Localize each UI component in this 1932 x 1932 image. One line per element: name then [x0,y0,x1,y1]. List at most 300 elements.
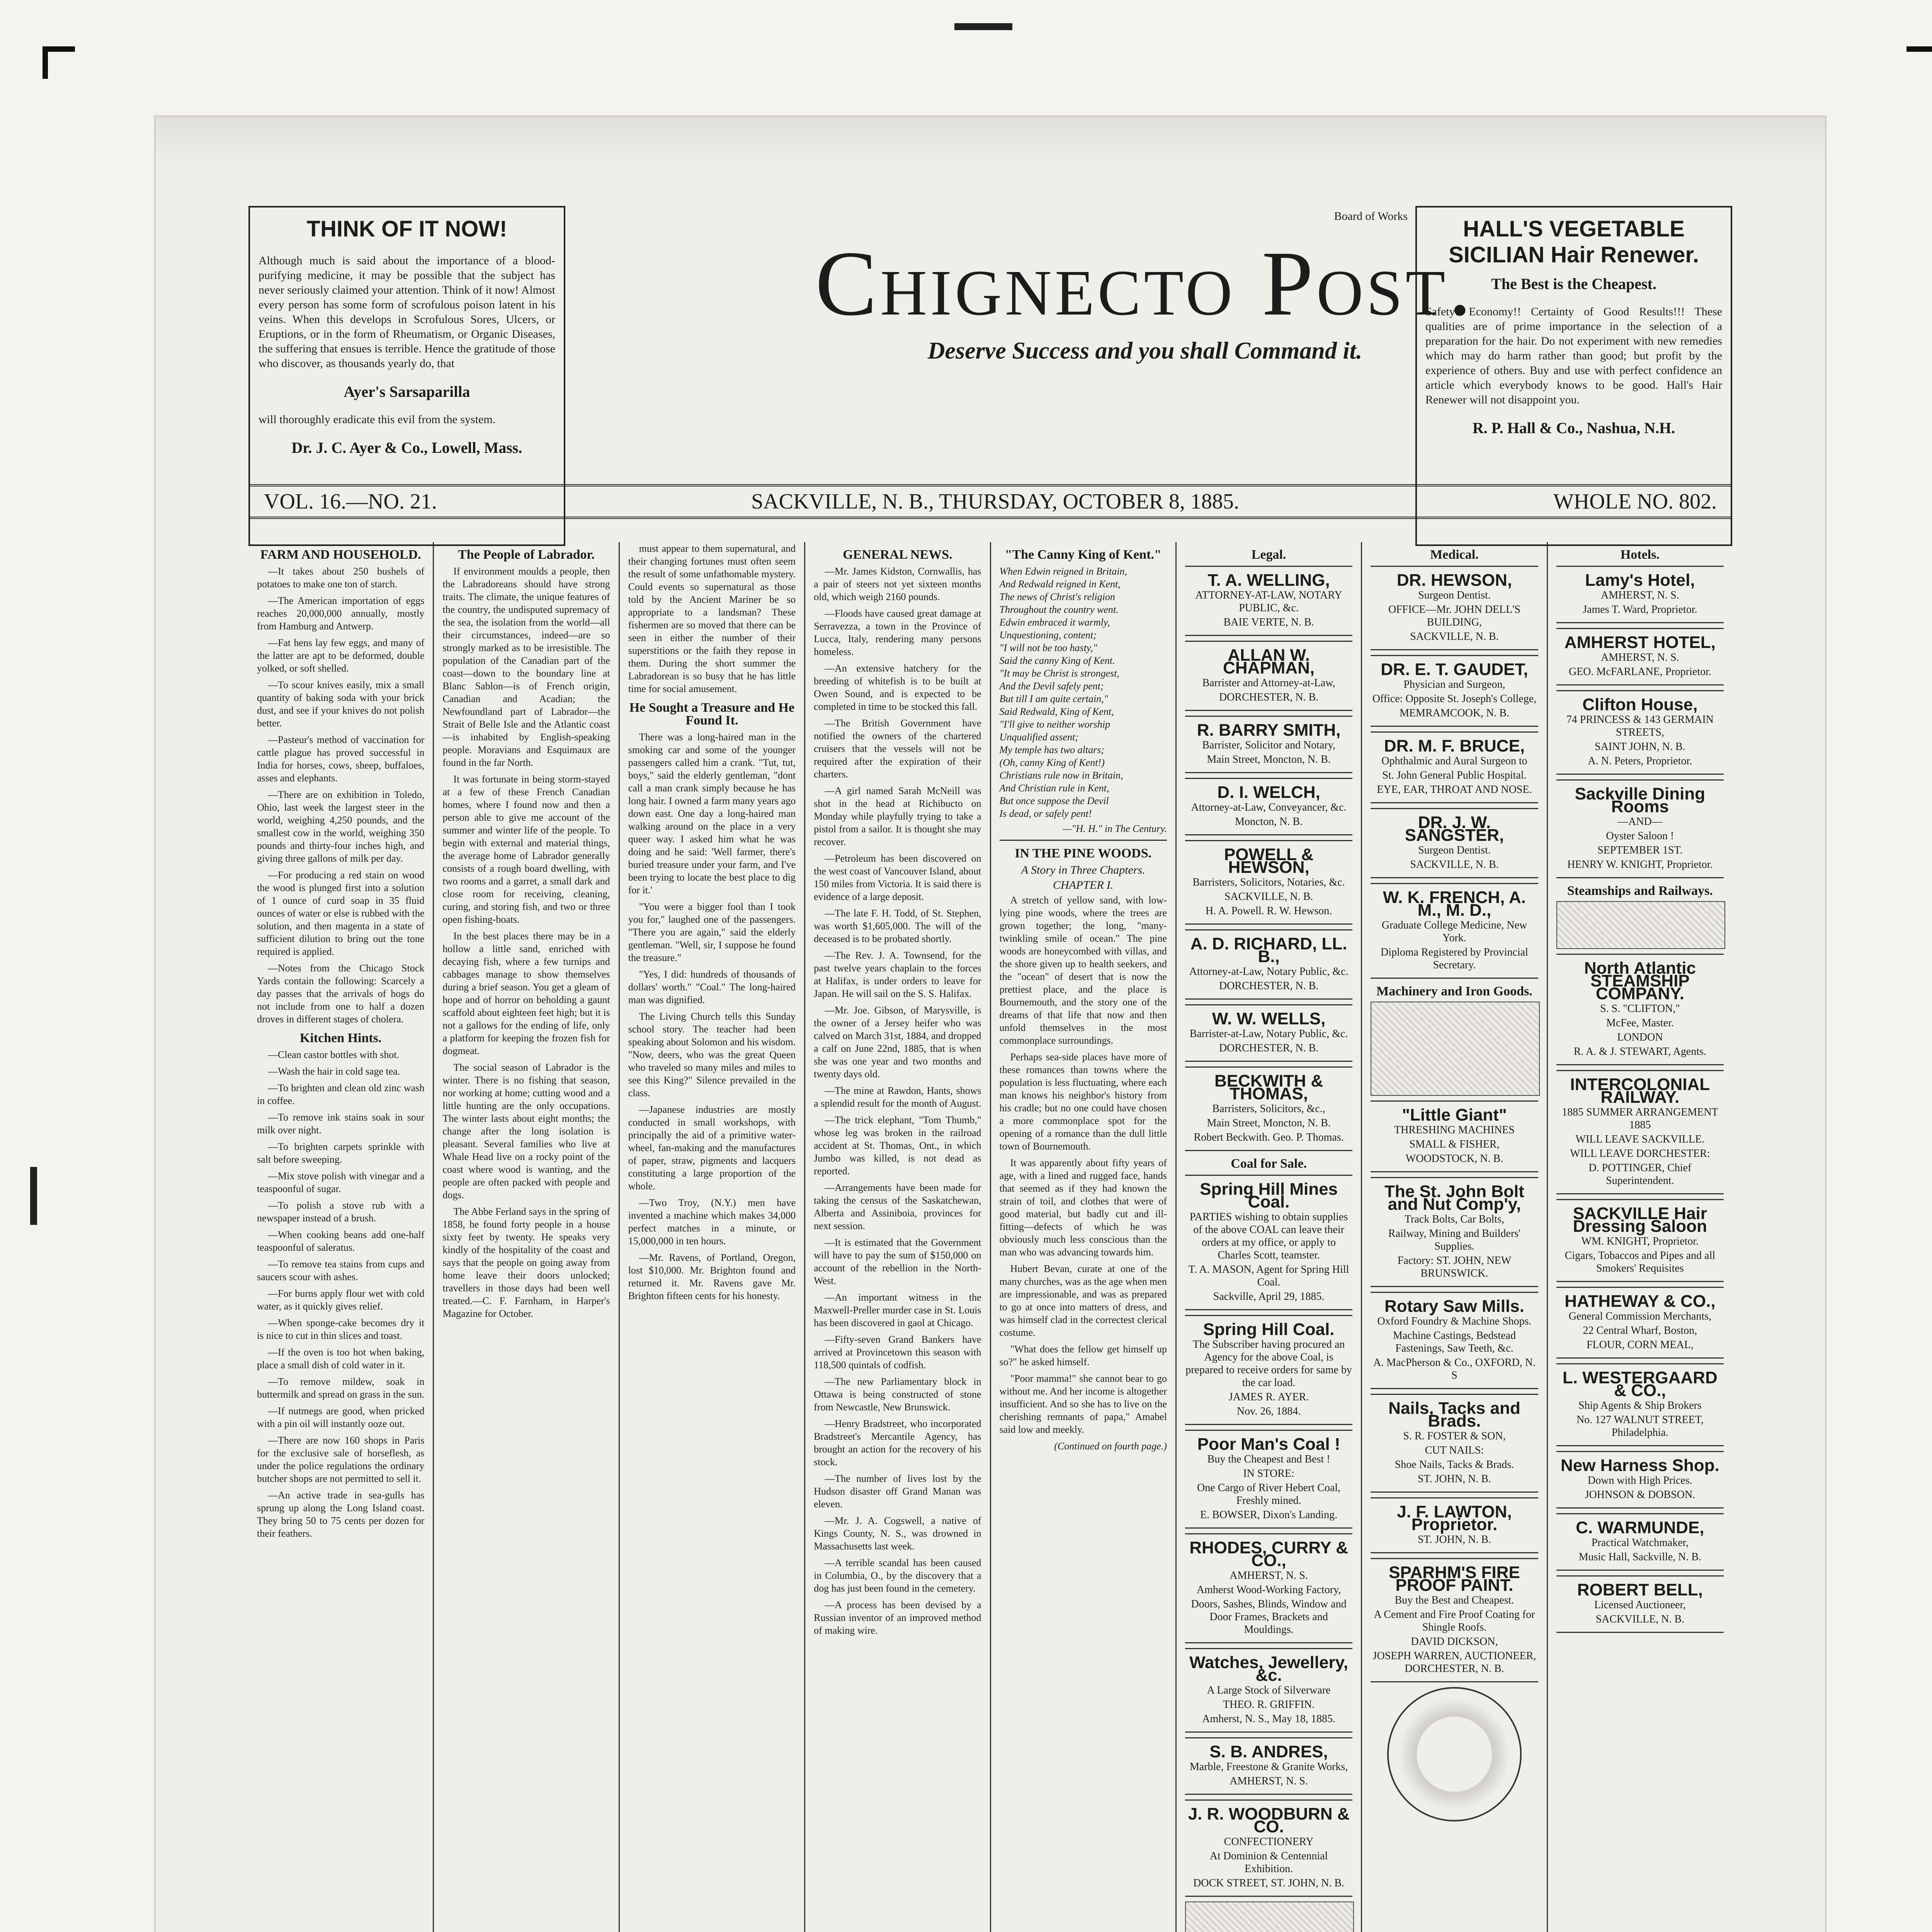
poem-line: When Edwin reigned in Britain, [999,566,1127,577]
ad-title: C. WARMUNDE, [1576,1518,1704,1537]
advertisement [1371,883,1538,979]
legal-ads [1185,566,1352,1151]
advertisement [1371,1177,1538,1287]
advertisement [1556,690,1724,775]
ad-line: A. MacPherson & Co., OXFORD, N. S [1373,1357,1536,1381]
article-farm-notes [257,565,424,1026]
ad-line: Barrister-at-Law, Notary Public, &c. [1189,1028,1348,1040]
ad-title: SPARHM'S FIRE PROOF PAINT. [1389,1563,1520,1595]
ad-title: DR. E. T. GAUDET, [1381,660,1528,679]
ad-line: IN STORE: [1243,1468,1294,1480]
ad-line: Surgeon Dentist. [1418,589,1491,601]
ad-line: Surgeon Dentist. [1418,844,1491,856]
ad-line: Main Street, Moncton, N. B. [1207,1117,1331,1129]
ad-line: One Cargo of River Hebert Coal, Freshly mined. [1197,1482,1341,1507]
advertisement [1185,1004,1352,1062]
story-body [1000,894,1167,1436]
article-headline: He Sought a Treasure and He Found It. [629,701,795,728]
column-miscellany [620,542,805,1932]
ad-line: T. A. MASON, Agent for Spring Hill Coal. [1188,1264,1349,1288]
ad-title: Rotary Saw Mills. [1384,1297,1524,1316]
advertisement [1556,954,1724,1065]
right-ear-subtitle: The Best is the Cheapest. [1491,275,1656,293]
section-heading: Machinery and Iron Goods. [1376,984,1532,998]
paragraph: —Two Troy, (N.Y.) men have invented a machine which makes 34,000 perfect matches in a minute, or 15,000,000 in ten hours. [628,1197,796,1247]
ad-line: OFFICE—Mr. JOHN DELL'S BUILDING, [1388,604,1520,628]
column-general-news [805,542,991,1932]
left-ear-title: THINK OF IT NOW! [306,216,507,242]
column-farm-household [248,542,434,1932]
columns [248,542,1732,1932]
ad-line: SAINT JOHN, N. B. [1595,741,1685,753]
paragraph: —Notes from the Chicago Stock Yards contain the following: Scarcely a day passes that the arrivals of hogs do not include from one to half a dozen droves in different stages of cholera. [257,963,425,1025]
ad-line: THRESHING MACHINES [1394,1124,1515,1136]
ad-title: Lamy's Hotel, [1585,571,1695,590]
ad-title: DR. M. F. BRUCE, [1384,736,1525,755]
ad-line: Amherst Wood-Working Factory, [1196,1584,1341,1596]
ad-line: SACKVILLE, N. B. [1595,1613,1685,1625]
section-heading: Hotels. [1620,548,1660,562]
article-kitchen-hints [257,1048,424,1540]
ad-title: "Little Giant" [1402,1105,1507,1124]
paragraph: —Henry Bradstreet, who incorporated Bradstreet's Mercantile Agency, has brought an action for the recovery of his stock. [814,1418,981,1468]
advertisement [1556,1451,1724,1509]
ad-line: ST. JOHN, N. B. [1417,1473,1491,1485]
ad-line: Diploma Registered by Provincial Secretary. [1381,946,1528,971]
news-items [814,565,981,1637]
registration-mark-left [30,1167,37,1225]
advertisement [1185,778,1352,835]
advertisement [1556,1575,1724,1633]
paragraph: —To brighten and clean old zinc wash in coffee. [257,1082,425,1106]
paragraph: —The British Government have notified the owners of the chartered cruisers that the vessels will not be required after the expiration of their charters. [814,718,981,780]
advertisement [1371,1558,1538,1682]
column-hotels-shipping [1548,542,1732,1932]
ad-title: SACKVILLE Hair Dressing Saloon [1573,1204,1707,1236]
article-continued [628,542,796,695]
ad-title: The St. John Bolt and Nut Comp'y, [1384,1182,1524,1214]
poem-line: Is dead, or safely pent! [999,808,1092,819]
paragraph: —If the oven is too hot when baking, place a small dish of cold water in it. [257,1347,425,1371]
ad-title: ROBERT BELL, [1577,1580,1703,1599]
paragraph: —For producing a red stain on wood the wood is plunged first into a solution of 1 ounce of curd soap in 35 fluid ounces of water or else is rubbed with the solution, and then magenta in a state of sufficient dilution to bring out the tone required is applied. [257,869,425,957]
ad-title: AMHERST HOTEL, [1564,633,1716,652]
ad-line: Office: Opposite St. Joseph's College, [1372,693,1537,705]
paragraph: —To brighten carpets sprinkle with salt before sweeping. [257,1141,425,1165]
ad-line: AMHERST, N. S. [1601,651,1679,663]
ad-title: DR. J. W. SANGSTER, [1405,813,1504,845]
ad-line: JOHNSON & DOBSON. [1585,1489,1696,1501]
ad-line: E. BOWSER, Dixon's Landing. [1200,1509,1338,1521]
paragraph: —An active trade in sea-gulls has sprung up along the Long Island coast. They bring 50 to 75 cents per dozen for their feathers. [257,1490,425,1539]
ad-line: BAIE VERTE, N. B. [1223,616,1314,628]
paragraph: must appear to them supernatural, and their changing fortunes must often seem the result of some unfathomable mystery. Could events so supernatural as those told by the Ancient Mariner be so appropriate to a landsman? These fishermen are so moved that there can be seen in either the number of their superstitions or the faith they repose in them. During the short summer the Labradorean is so busy that he has little time for social amusement. [628,543,796,694]
ad-title: INTERCOLONIAL RAILWAY. [1570,1075,1710,1107]
paragraph: —Mix stove polish with vinegar and a teaspoonful of sugar. [257,1170,425,1194]
advertisement [1185,1175,1352,1310]
paragraph: —When sponge-cake becomes dry it is nice to cut in thin slices and toast. [257,1317,425,1341]
paragraph: —Fifty-seven Grand Bankers have arrived at Provincetown this season with 118,500 quintals of codfish. [814,1334,981,1371]
ad-title: S. B. ANDRES, [1209,1742,1328,1761]
newspaper-page [155,116,1826,1932]
ad-line: Oxford Foundry & Machine Shops. [1377,1315,1532,1327]
paragraph: —Petroleum has been discovered on the west coast of Vancouver Island, about 150 miles from Victoria. It is said there is evidence of a large deposit. [814,853,981,902]
poem-line: Unquestioning, content; [999,629,1097,641]
advertisement [1371,655,1538,727]
poem-line: The news of Christ's religion [999,591,1115,602]
paragraph: It was apparently about fifty years of age, with a lined and rugged face, hands that seemed as if they had known the strain of toil, and clothes that were of good material, but badly cut and ill-fitting—defects of which he was obviously much less conscious than the man who was advancing towards him. [999,1157,1167,1258]
paragraph: —Arrangements have been made for taking the census of the Saskatchewan, Alberta and Assiniboia, provinces for next session. [814,1182,981,1231]
poem-line: (Oh, canny King of Kent!) [999,757,1105,768]
paragraph: The Abbe Ferland says in the spring of 1858, he found forty people in a house sixty feet by twenty. He speaks very kindly of the hospitality of the coast and says that the people on going away from home leave their doors unlocked; travellers in those days had been well treated.—C. F. Farnham, in Harper's Magazine for October. [442,1206,610,1319]
poem-line: "I'll give to neither worship [999,719,1111,730]
paragraph: —To remove mildew, soak in buttermilk and spread on grass in the sun. [257,1376,425,1400]
ad-title: Spring Hill Coal. [1203,1320,1335,1339]
section-heading: Coal for Sale. [1231,1156,1307,1171]
ad-line: A. N. Peters, Proprietor. [1588,755,1692,767]
paragraph: —Clean castor bottles with shot. [268,1049,400,1060]
ad-title: T. A. WELLING, [1208,571,1330,590]
ad-line: WOODSTOCK, N. B. [1405,1153,1503,1165]
right-ear-maker: R. P. Hall & Co., Nashua, N.H. [1472,419,1675,437]
ad-line: AMHERST, N. S. [1230,1775,1308,1787]
paragraph: —Japanese industries are mostly conducted in small workshops, with principally the aid of a primitive water-wheel, fan-making and the manufactures of paper, straw, pigments and lacquers constituting a large proportion of the whole. [628,1104,796,1192]
paragraph: —An important witness in the Maxwell-Preller murder case in St. Louis has been discovered in gaol at Chicago. [814,1292,981,1328]
ad-title: POWELL & HEWSON, [1224,845,1314,877]
ad-line: Barristers, Solicitors, Notaries, &c. [1192,876,1345,888]
paragraph: —A terrible scandal has been caused in Columbia, O., by the discovery that a dog has just been found in the cemetery. [814,1557,981,1594]
poem-line: "I will not be too hasty," [999,642,1097,653]
poem-line: And Redwald reigned in Kent, [999,578,1121,590]
paragraph: —To remove ink stains soak in sour milk over night. [257,1112,425,1136]
section-heading: Legal. [1251,548,1286,562]
paragraph: In the best places there may be in a hollow a little sand, enriched with decaying fish, where a few turnips and cabbages manage to show themselves during a brief season. You get a gleam of hope and of horror on beholding a gaunt scaffold about eighteen feet high; but it is not a gallows for the ending of life, only a platform for keeping the frozen fish for dogmeat. [442,930,610,1056]
ad-title: A. D. RICHARD, LL. B., [1190,934,1347,966]
advertisement [1371,731,1538,803]
ad-line: Buy the Cheapest and Best ! [1207,1453,1330,1465]
left-ear-body: Although much is said about the importance of a blood-purifying medicine, it may be possible that the subject has never seriously claimed your attention. Think of it now! Almost every person has some form of scrofulous poison latent in his veins. When this develops in Scrofulous Sores, Ulcers, or Eruptions, or in the form of Rheumatism, or Organic Diseases, the suffering that ensues is terrible. Hence the gratitude of those who discover, as thousands yearly do, that [259,254,555,370]
advertisement [1556,1287,1724,1359]
paragraph: —It takes about 250 bushels of potatoes to make one ton of starch. [257,566,425,590]
shipping-and-trade-ads [1556,954,1724,1633]
ad-title: HATHEWAY & CO., [1565,1292,1716,1311]
ad-line: General Commission Merchants, [1568,1310,1711,1322]
paragraph: It was fortunate in being storm-stayed at a few of these French Canadian homes, where I found now and then a person able to give me account of the summer and winter life of the people. To begin with external and material things, the average home of Labrador generally consists of a rough board dwelling, with two rooms and a garret, a small dark and close room for receiving, cleaning, curing, and storing fish, and two or three open fishing-boats. [442,774,610,925]
section-heading: Medical. [1430,548,1479,562]
advertisement [1185,840,1352,925]
ad-line: WILL LEAVE SACKVILLE. [1575,1133,1705,1145]
ad-line: Sackville, April 29, 1885. [1213,1291,1325,1303]
poem-line: Said the canny King of Kent. [999,655,1115,666]
poem-line: Unqualified assent; [999,731,1078,743]
ad-line: Robert Beckwith. Geo. P. Thomas. [1194,1131,1344,1143]
ad-line: Amherst, N. S., May 18, 1885. [1202,1713,1335,1725]
story-subtitle: A Story in Three Chapters. [1021,864,1145,876]
ad-line: Oyster Saloon ! [1606,830,1674,842]
advertisement [1185,929,1352,1000]
ad-line: Physician and Surgeon, [1403,679,1505,690]
machinery-ads [1371,1100,1538,1682]
ad-line: Moncton, N. B. [1235,816,1303,828]
right-ear-title: HALL'S VEGETABLE SICILIAN Hair Renewer. [1449,216,1699,267]
ad-title: North Atlantic STEAMSHIP COMPANY. [1584,959,1696,1003]
advertisement [1556,1513,1724,1571]
ad-line: D. POTTINGER, Chief Superintendent. [1588,1162,1692,1187]
ad-title: Clifton House, [1582,695,1698,714]
hotel-ads [1556,566,1724,878]
ad-line: SACKVILLE, N. B. [1224,891,1313,903]
ad-line: McFee, Master. [1606,1017,1674,1029]
poem-title: "The Canny King of Kent." [1005,548,1162,562]
ad-line: Buy the Best and Cheapest. [1395,1594,1514,1606]
ad-line: DORCHESTER, N. B. [1219,980,1319,992]
left-ear-product: Ayer's Sarsaparilla [344,383,470,400]
ad-line: 22 Central Wharf, Boston, [1583,1325,1697,1337]
paragraph: —It is estimated that the Government will have to pay the sum of $150,000 on account of the rebellion in the North-West. [814,1237,981,1286]
advertisement [1185,1430,1352,1529]
ad-line: SACKVILLE, N. B. [1410,631,1499,643]
marble-works-engraving [1185,1901,1354,1932]
ad-line: Barrister, Solicitor and Notary, [1202,739,1335,751]
poem-line: But once suppose the Devil [999,795,1109,806]
article-body [628,731,796,1302]
advertisement [1185,1648,1352,1733]
paragraph: —The new Parliamentary block in Ottawa is being constructed of stone from Newcastle, New Brunswick. [814,1376,981,1413]
ad-title: BECKWITH & THOMAS, [1214,1071,1323,1103]
paragraph: "You were a bigger fool than I took you for," laughed one of the passengers. "There you are again," said the elderly gentleman. "Well, sir, I suppose he found the treasure." [628,901,796,963]
paragraph: —Mr. J. A. Cogswell, a native of Kings County, N. S., was drowned in Massachusetts last week. [814,1515,981,1552]
paragraph: —The late F. H. Todd, of St. Stephen, was worth $1,605,000. The will of the deceased is to be probated shortly. [814,908,981,944]
ad-line: Graduate College Medicine, New York. [1381,919,1527,944]
poem-attribution: —"H. H." in The Century. [1063,823,1167,834]
ad-line: Attorney-at-Law, Notary Public, &c. [1189,966,1349,978]
ad-line: Cigars, Tobaccos and Pipes and all Smokers' Requisites [1565,1250,1716,1274]
poem-line: Edwin embraced it warmly, [999,617,1110,628]
round-seal-illustration [1387,1687,1522,1821]
ad-title: RHODES, CURRY & CO., [1189,1538,1348,1570]
ad-line: WILL LEAVE DORCHESTER: [1570,1148,1710,1160]
ad-line: Doors, Sashes, Blinds, Window and Door Frames, Brackets and Mouldings. [1191,1598,1347,1636]
ad-line: JOSEPH WARREN, AUCTIONEER, DORCHESTER, N. B. [1372,1650,1536,1675]
section-heading: Steamships and Railways. [1567,884,1713,898]
ad-line: WM. KNIGHT, Proprietor. [1581,1235,1699,1247]
paragraph: "Yes, I did: hundreds of thousands of dollars' worth." "Coal." The long-haired man was dignified. [628,969,796,1005]
ad-line: H. A. Powell. R. W. Hewson. [1205,905,1332,917]
paragraph: "Poor mamma!" she cannot bear to go without me. And her income is altogether insufficient. And so she has to live on the cherishing remnants of papa," Amabel said low and meekly. [999,1373,1167,1435]
advertisement [1185,566,1352,636]
ad-line: Factory: ST. JOHN, NEW BRUNSWICK. [1397,1255,1512,1279]
paragraph: Perhaps sea-side places have more of these romances than towns where the population is less fluctuating, where each man knows his neighbor's history from his cradle; but no one could have chosen a more commonplace spot for the opening of a romance than the dull little town of Bournemouth. [999,1051,1167,1152]
crop-mark-top-right [1906,46,1932,79]
ad-title: ALLAN W. CHAPMAN, [1223,646,1315,677]
advertisement [1556,779,1724,878]
paragraph: —The number of lives lost by the Hudson disaster off Grand Manan was eleven. [814,1473,981,1510]
paragraph: Hubert Bevan, curate at one of the many churches, was as the age when men are impressionable, and was as prepared to go at once into matters of dress, and was himself clad in the correctest clerical costume. [999,1263,1167,1338]
ad-line: Ophthalmic and Aural Surgeon to [1381,755,1527,767]
ad-line: DORCHESTER, N. B. [1219,691,1319,703]
ad-title: J. F. LAWTON, Proprietor. [1397,1502,1512,1534]
ad-line: JAMES R. AYER. [1228,1391,1309,1403]
ad-title: DR. HEWSON, [1396,571,1512,590]
paragraph: —Wash the hair in cold sage tea. [268,1066,400,1077]
ad-line: Nov. 26, 1884. [1236,1405,1301,1417]
divider [1000,840,1167,841]
ad-line: A Large Stock of Silverware [1207,1684,1331,1696]
paragraph: If environment moulds a people, then the Labradoreans should have strong traits. The climate, the unique features of the country, the undisputed supremacy of the sea, the isolation from the world—all their circumstances, indeed—are so strongly marked as to be irresistible. The population of the Canadian part of the coast—down to the boundary line at Blanc Sablon—is of French origin, Canadian and Acadian; the Newfoundland part of Labrador—the Strait of Belle Isle and the Atlantic coast—is inhabited by English-speaking people. Moravians and Esquimaux are found in the far North. [442,566,610,768]
ad-line: Railway, Mining and Builders' Supplies. [1388,1228,1521,1252]
medical-ads [1371,566,1538,979]
advertisement [1185,641,1352,711]
ad-title: Nails, Tacks and Brads. [1388,1399,1520,1430]
paragraph: —Pasteur's method of vaccination for cattle plague has proved successful in India for horses, cows, sheep, buffaloes, asses and elephants. [257,734,425,784]
ad-line: Main Street, Moncton, N. B. [1207,753,1331,765]
paragraph: —When cooking beans add one-half teaspoonful of saleratus. [257,1229,425,1253]
whole-number: WHOLE NO. 802. [1553,490,1717,514]
poem-line: Christians rule now in Britain, [999,770,1123,781]
advertisement [1371,1394,1538,1493]
ad-line: Ship Agents & Ship Brokers [1578,1400,1702,1412]
paragraph: —Mr. James Kidston, Cornwallis, has a pair of steers not yet sixteen months old, which weigh 2160 pounds. [814,566,981,602]
ad-line: SEPTEMBER 1ST. [1597,844,1683,856]
poem-lines [1000,565,1167,820]
poem-line: "It may be Christ is strongest, [999,668,1119,679]
article-body [442,565,610,1320]
advertisement [1371,1497,1538,1553]
ad-line: Practical Watchmaker, [1591,1537,1689,1549]
ad-line: Barrister and Attorney-at-Law, [1202,677,1335,689]
ad-title: Spring Hill Mines Coal. [1200,1180,1338,1211]
story-title: IN THE PINE WOODS. [1015,846,1152,861]
ad-line: PARTIES wishing to obtain supplies of the above COAL can leave their orders at my office, or apply to Charles Scott, teamster. [1189,1211,1348,1261]
ad-line: Machine Castings, Bedstead Fastenings, Saw Teeth, &c. [1393,1330,1516,1354]
advertisement [1371,808,1538,878]
paragraph: —The mine at Rawdon, Hants, shows a splendid result for the month of August. [814,1085,981,1109]
ad-line: SACKVILLE, N. B. [1410,859,1499,871]
place-and-date: SACKVILLE, N. B., THURSDAY, OCTOBER 8, 1885. [751,490,1239,514]
paragraph: —To polish a stove rub with a newspaper instead of a brush. [257,1200,425,1224]
torn-top-edge [156,117,1825,163]
ad-line: LONDON [1617,1031,1663,1043]
ad-line: R. A. & J. STEWART, Agents. [1573,1046,1706,1058]
paragraph: —An extensive hatchery for the breeding of whitefish is to be built at Owen Sound, and is expected to be completed in time to be stocked this fall. [814,663,981,712]
ad-line: 74 PRINCESS & 143 GERMAIN STREETS, [1566,714,1714,738]
ad-line: Attorney-at-Law, Conveyancer, &c. [1191,801,1347,813]
paragraph: —The trick elephant, "Tom Thumb," whose leg was broken in the railroad accident at St. Thomas, Ont., in which Jumbo was killed, is not dead as reported. [814,1114,981,1177]
advertisement [1185,1315,1352,1425]
paragraph: —Fat hens lay few eggs, and many of the latter are apt to be deformed, double yolked, or soft shelled. [257,637,425,674]
left-ear-maker: Dr. J. C. Ayer & Co., Lowell, Mass. [291,439,522,456]
poem-line: My temple has two altars; [999,744,1105,755]
paragraph: The Living Church tells this Sunday school story. The teacher had been speaking about Solomon and his wisdom. "Now, deers, who was the great Queen who traveled so many miles and miles to see this King?" Silence prevailed in the class. [628,1011,796,1099]
crop-mark-top-left [43,46,75,79]
advertisement [1556,1070,1724,1194]
ad-line: GEO. McFARLANE, Proprietor. [1568,666,1711,678]
ad-line: AMHERST, N. S. [1230,1570,1308,1582]
advertisement [1185,716,1352,773]
ad-line: Marble, Freestone & Granite Works, [1189,1761,1348,1773]
paragraph: —To scour knives easily, mix a small quantity of baking soda with your brick dust, and see if your knives do not polish better. [257,679,425,729]
ad-line: MEMRAMCOOK, N. B. [1399,707,1509,719]
right-ear-body: Safety! Economy!! Certainty of Good Results!!! These qualities are of prime importance in the selection of a preparation for the hair. Do not experiment with new remedies which may do harm rather than good; but profit by the experience of others. Buy and use with perfect confidence an article which everybody knows to be good. Hall's Hair Renewer will not disappoint you. [1425,305,1722,406]
ad-line: No. 127 WALNUT STREET, Philadelphia. [1576,1414,1704,1439]
column-legal-coal [1177,542,1362,1932]
ad-line: A Cement and Fire Proof Coating for Shingle Roofs. [1374,1609,1535,1633]
ad-line: DORCHESTER, N. B. [1219,1042,1319,1054]
continued-note: (Continued on fourth page.) [1054,1440,1167,1452]
coal-and-trade-ads [1185,1175,1352,1897]
registration-mark-top [954,23,1012,30]
ad-title: L. WESTERGAARD & CO., [1562,1368,1718,1400]
paragraph: —A girl named Sarah McNeill was shot in the head at Richibucto on Monday while playfully trying to take a pistol from a sailor. It is thought she may recover. [814,785,981,847]
advertisement [1556,566,1724,623]
ad-title: Sackville Dining Rooms [1575,784,1706,816]
paragraph: —Mr. Ravens, of Portland, Oregon, lost $10,000. Mr. Brighton found and returned it. Mr. Ravens gave Mr. Brighton fifteen cents for his honesty. [628,1252,796,1301]
ad-line: SMALL & FISHER, [1409,1138,1500,1150]
ad-title: D. I. WELCH, [1217,783,1320,802]
paragraph: —The American importation of eggs reaches 20,000,000 annually, mostly from Hamburg and Antwerp. [257,595,425,632]
ad-line: THEO. R. GRIFFIN. [1223,1699,1315,1711]
ad-title: W. K. FRENCH, A. M., M. D., [1383,888,1526,920]
section-heading: GENERAL NEWS. [843,548,952,562]
advertisement [1185,1799,1352,1897]
paragraph: —There are on exhibition in Toledo, Ohio, last week the largest steer in the world, weighing 4,250 pounds, and the smallest cow in the world, weighing 350 pounds and thirty-four inches high, and giving three gallons of milk per day. [257,789,425,864]
ad-line: Track Bolts, Car Bolts, [1404,1213,1504,1225]
chapter-label: CHAPTER I. [1053,879,1114,891]
poem-line: But till I am quite certain," [999,693,1108,704]
ad-line: FLOUR, CORN MEAL, [1586,1339,1694,1351]
ad-title: W. W. WELLS, [1212,1009,1326,1028]
paragraph: —Mr. Joe. Gibson, of Marysville, is the owner of a Jersey heifer who was calved on March 31st, 1884, and dropped a calf on June 22nd, 1885, that is when she was one year and two months and twenty days old. [814,1005,981,1080]
ad-line: The Subscriber having procured an Agency for the above Coal, is prepared to receive orders for same by the car load. [1185,1338,1352,1389]
ad-line: CONFECTIONERY [1224,1836,1314,1848]
poem-line: Throughout the country went. [999,604,1119,615]
article-headline: The People of Labrador. [458,548,595,562]
paragraph: —To remove tea stains from cups and saucers scour with ashes. [257,1259,425,1282]
paragraph: —The Rev. J. A. Townsend, for the past twelve years chaplain to the forces at Halifax, is under orders to leave for Japan. He will sail on the S. S. Halifax. [814,950,981,999]
ad-title: J. R. WOODBURN & CO. [1188,1804,1350,1836]
ad-line: CUT NAILS: [1425,1444,1484,1456]
top-handwritten-note: Board of Works [1334,210,1408,223]
ad-line: DAVID DICKSON, [1411,1636,1498,1648]
ad-line: —AND— [1617,816,1663,828]
poem-line: And the Devil safely pent; [999,680,1104,692]
newspaper-motto: Deserve Success and you shall Command it. [927,338,1362,364]
dateline [248,484,1732,519]
column-labrador [434,542,619,1932]
advertisement [1371,1100,1538,1172]
newspaper-title: Chignecto Post. [815,232,1475,335]
column-poem-story [991,542,1177,1932]
ad-line: AMHERST, N. S. [1601,589,1679,601]
ad-line: HENRY W. KNIGHT, Proprietor. [1567,859,1713,871]
section-heading: FARM AND HOUSEHOLD. [260,548,421,562]
paragraph: —There are now 160 shops in Paris for the exclusive sale of horseflesh, as under the police regulations the ordinary butcher shops are not permitted to sell it. [257,1435,425,1484]
paragraph: —For burns apply flour wet with cold water, as it quickly gives relief. [257,1288,425,1312]
left-ear-tagline: will thoroughly eradicate this evil from the system. [259,413,496,426]
advertisement [1371,1292,1538,1389]
ad-line: ST. JOHN, N. B. [1417,1534,1491,1546]
advertisement [1556,1199,1724,1282]
section-heading: Kitchen Hints. [299,1031,382,1045]
paragraph: A stretch of yellow sand, with low-lying pine woods, where the trees are grown together; the long, "many-twinkling smile of ocean." The pine woods are honeycombed with villas, and the shore given up to health seekers, and the "ocean" of desert that is now the prettiest place, and the place is Bournemouth, and the story one of the dreams of that life that now and then unfold themselves in the most commonplace surroundings. [999,895,1167,1046]
ad-line: James T. Ward, Proprietor. [1583,604,1697,616]
ad-line: S. R. FOSTER & SON, [1403,1430,1506,1442]
ad-line: ATTORNEY-AT-LAW, NOTARY PUBLIC, &c. [1195,589,1342,614]
threshing-machine-engraving [1371,1002,1539,1096]
ad-line: S. S. "CLIFTON," [1600,1003,1680,1015]
ad-line: Shoe Nails, Tacks & Brads. [1395,1459,1514,1471]
poem-line: Said Redwald, King of Kent, [999,706,1114,717]
